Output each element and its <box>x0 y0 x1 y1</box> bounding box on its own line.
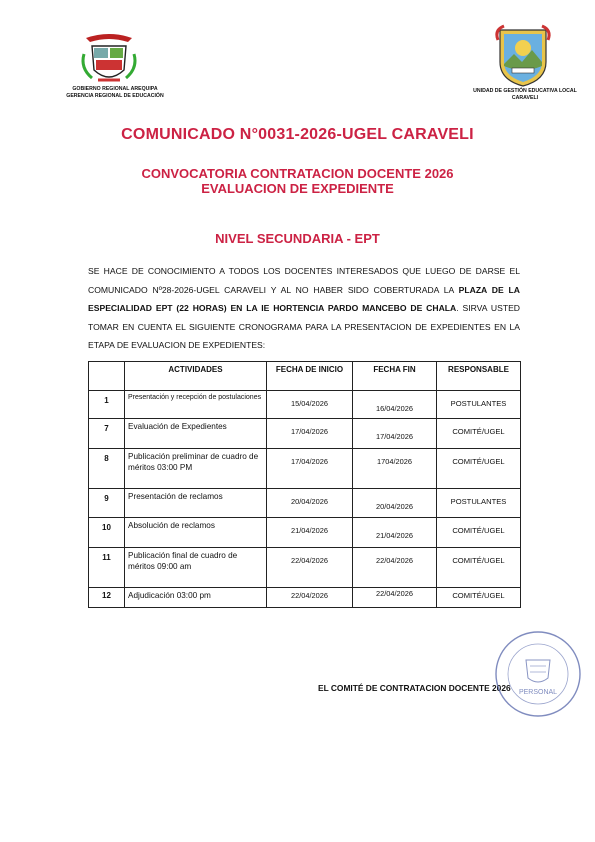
row-activity: Publicación preliminar de cuadro de méritos 03:00 PM <box>125 449 267 489</box>
row-end-date: 21/04/2026 <box>353 518 437 548</box>
row-start-date: 22/04/2026 <box>267 588 353 608</box>
row-activity: Evaluación de Expedientes <box>125 419 267 449</box>
left-org-line-2: GERENCIA REGIONAL DE EDUCACIÓN <box>66 93 164 99</box>
table-row <box>89 391 521 419</box>
left-org-line-1: GOBIERNO REGIONAL AREQUIPA <box>72 86 158 92</box>
ugel-caraveli-emblem-icon <box>494 22 552 88</box>
row-responsible: COMITÉ/UGEL <box>437 588 521 608</box>
document-subtitle-2: EVALUACION DE EXPEDIENTE <box>201 181 394 196</box>
row-responsible: COMITÉ/UGEL <box>437 419 521 449</box>
education-level: NIVEL SECUNDARIA - EPT <box>215 231 380 246</box>
svg-text:PERSONAL: PERSONAL <box>518 689 558 696</box>
table-row <box>89 419 521 449</box>
intro-text-bold: PLAZA DE LA ESPECIALIDAD EPT (22 HORAS) EN LA IE HORTENCIA PARDO MANCEBO DE CHALA <box>88 284 521 313</box>
official-stamp-icon <box>492 628 584 720</box>
right-organization-name <box>440 88 595 102</box>
row-end-date: 22/04/2026 <box>353 588 437 608</box>
regional-government-emblem-icon <box>78 28 140 90</box>
right-org-line-1: UNIDAD DE GESTIÓN EDUCATIVA LOCAL <box>473 88 577 94</box>
header-responsible: RESPONSABLE <box>437 362 521 391</box>
row-responsible: POSTULANTES <box>437 391 521 419</box>
row-end-date: 1704/2026 <box>353 449 437 489</box>
right-org-line-2: CARAVELI <box>511 95 539 101</box>
row-responsible: COMITÉ/UGEL <box>437 518 521 548</box>
document-title: COMUNICADO N°0031-2026-UGEL CARAVELI <box>121 126 474 143</box>
row-activity: Presentación de reclamos <box>125 489 267 518</box>
row-start-date: 15/04/2026 <box>267 391 353 419</box>
row-number: 7 <box>89 419 125 449</box>
table-row <box>89 489 521 518</box>
row-responsible: COMITÉ/UGEL <box>437 449 521 489</box>
table-row <box>89 588 521 608</box>
row-number: 11 <box>89 548 125 588</box>
table-row <box>89 449 521 489</box>
row-start-date: 17/04/2026 <box>267 449 353 489</box>
row-start-date: 22/04/2026 <box>267 548 353 588</box>
row-start-date: 21/04/2026 <box>267 518 353 548</box>
row-end-date: 17/04/2026 <box>353 419 437 449</box>
row-activity: Presentación y recepción de postulaciones <box>125 391 267 419</box>
row-start-date: 20/04/2026 <box>267 489 353 518</box>
row-number: 8 <box>89 449 125 489</box>
header-num <box>89 362 125 391</box>
committee-signature-line: EL COMITÉ DE CONTRATACION DOCENTE 2026 <box>318 683 511 693</box>
row-number: 1 <box>89 391 125 419</box>
row-end-date: 16/04/2026 <box>353 391 437 419</box>
table-header-row <box>89 362 521 391</box>
row-end-date: 22/04/2026 <box>353 548 437 588</box>
intro-text-part-2: . SIRVA USTED TOMAR EN CUENTA EL SIGUIENTE CRONOGRAMA PARA LA PRESENTACION DE EXPEDIENTES EN LA ETAPA DE EVALUACION DE EXPEDIENTES: <box>88 303 521 350</box>
row-activity: Publicación final de cuadro de méritos 09:00 am <box>125 548 267 588</box>
row-responsible: COMITÉ/UGEL <box>437 548 521 588</box>
left-organization-name <box>60 86 170 100</box>
row-number: 12 <box>89 588 125 608</box>
row-number: 9 <box>89 489 125 518</box>
row-activity: Absolución de reclamos <box>125 518 267 548</box>
intro-paragraph <box>88 262 520 355</box>
table-row <box>89 518 521 548</box>
header-start-date: FECHA DE INICIO <box>267 362 353 391</box>
row-responsible: POSTULANTES <box>437 489 521 518</box>
document-subtitle-1: CONVOCATORIA CONTRATACION DOCENTE 2026 <box>141 166 454 181</box>
intro-text-part-1: SE HACE DE CONOCIMIENTO A TODOS LOS DOCENTES INTERESADOS QUE LUEGO DE DARSE EL COMUNICADO Nº28-2026-UGEL CARAVELI Y AL NO HABER SIDO COBERTURADA LA <box>88 266 520 295</box>
row-activity: Adjudicación 03:00 pm <box>125 588 267 608</box>
header-activity: ACTIVIDADES <box>125 362 267 391</box>
table-row <box>89 548 521 588</box>
header-end-date: FECHA FIN <box>353 362 437 391</box>
row-number: 10 <box>89 518 125 548</box>
row-start-date: 17/04/2026 <box>267 419 353 449</box>
schedule-table <box>88 361 521 608</box>
row-end-date: 20/04/2026 <box>353 489 437 518</box>
